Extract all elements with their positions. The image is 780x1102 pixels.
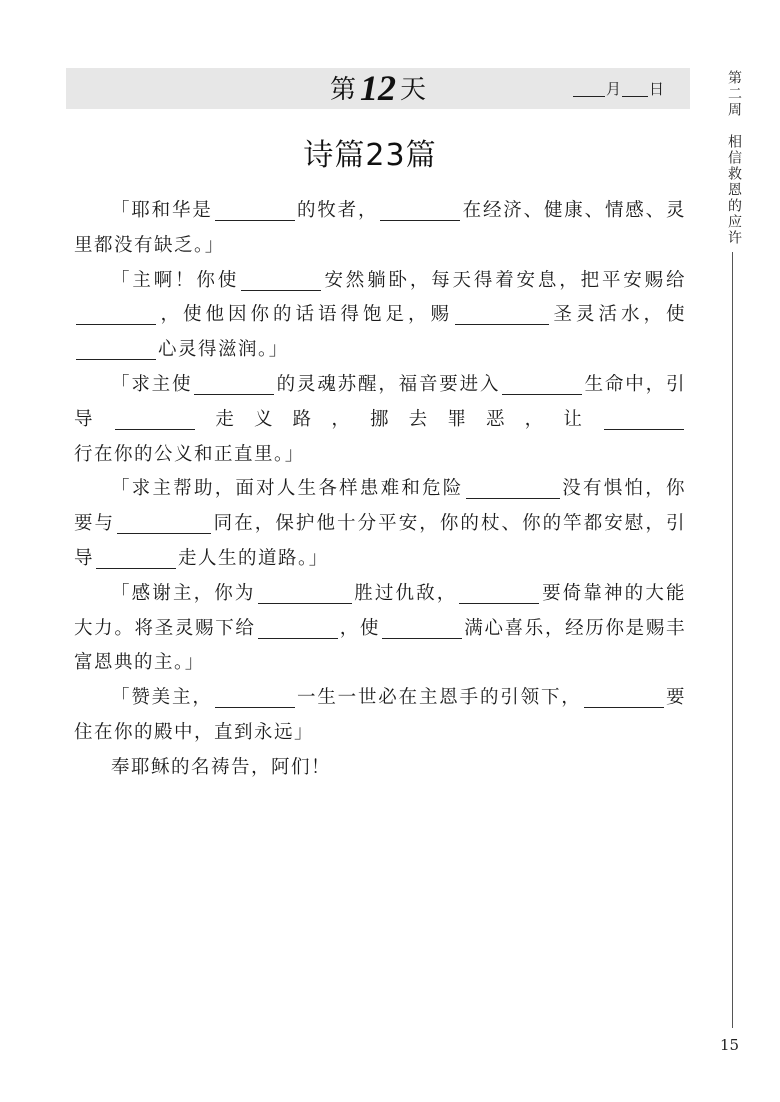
day-header (66, 68, 690, 109)
page-number: 15 (720, 1036, 740, 1054)
fill-blank[interactable] (96, 546, 176, 569)
week-label: 第二周 (726, 70, 742, 118)
fill-blank[interactable] (258, 616, 338, 639)
paragraph: 「赞美主， 一生一世必在主恩手的引领下， 要住在你的殿中，直到永远」 (74, 687, 686, 743)
fill-blank[interactable] (466, 476, 560, 499)
day-number: 12 (360, 68, 396, 108)
paragraph: 「求主帮助，面对人生各样患难和危险 没有惧怕，你要与 同在，保护他十分平安，你的杖、你的竿都安慰，引导 走人生的道路。」 (74, 478, 686, 569)
fill-blank[interactable] (115, 407, 195, 430)
closing-line: 奉耶稣的名祷告，阿们！ (111, 756, 332, 778)
chapter-sidebar (724, 70, 744, 246)
fill-blank[interactable] (604, 407, 684, 430)
day-suffix: 天 (400, 75, 427, 105)
date-field (572, 68, 664, 109)
prayer-body (74, 194, 686, 786)
theme-label: 相信救恩的应许 (726, 134, 742, 246)
paragraph: 「感谢主，你为 胜过仇敌， 要倚靠神的大能大力。将圣灵赐下给 ，使 满心喜乐，经历你是赐丰富恩典的主。」 (74, 582, 686, 674)
paragraph: 「主啊！你使 安然躺卧，每天得着安息，把平安赐给，使他因你的话语得饱足，赐 圣灵活水，使心灵得滋润。」 (74, 264, 686, 368)
day-blank[interactable] (622, 80, 648, 97)
fill-blank[interactable] (215, 198, 295, 221)
month-blank[interactable] (573, 80, 605, 97)
sidebar-divider (732, 252, 733, 1028)
month-label: 月 (605, 79, 621, 98)
fill-blank[interactable] (241, 268, 321, 291)
fill-blank[interactable] (380, 198, 460, 221)
fill-blank[interactable] (502, 372, 582, 395)
page-title: 诗篇23篇 (303, 138, 437, 173)
fill-blank[interactable] (584, 685, 664, 708)
fill-blank[interactable] (215, 685, 295, 708)
fill-blank[interactable] (194, 372, 274, 395)
paragraph: 「求主使 的灵魂苏醒，福音要进入 生命中，引导 走义路，挪去罪恶，让行在你的公义和正直里。」 (74, 373, 686, 465)
fill-blank[interactable] (76, 337, 156, 360)
day-label: 日 (648, 79, 664, 98)
paragraph: 「耶和华是 的牧者， 在经济、健康、情感、灵里都没有缺乏。」 (74, 200, 686, 256)
fill-blank[interactable] (117, 511, 211, 534)
fill-blank[interactable] (258, 581, 352, 604)
fill-blank[interactable] (76, 302, 156, 325)
fill-blank[interactable] (459, 581, 539, 604)
fill-blank[interactable] (455, 302, 549, 325)
day-prefix: 第 (329, 75, 356, 105)
fill-blank[interactable] (382, 616, 462, 639)
